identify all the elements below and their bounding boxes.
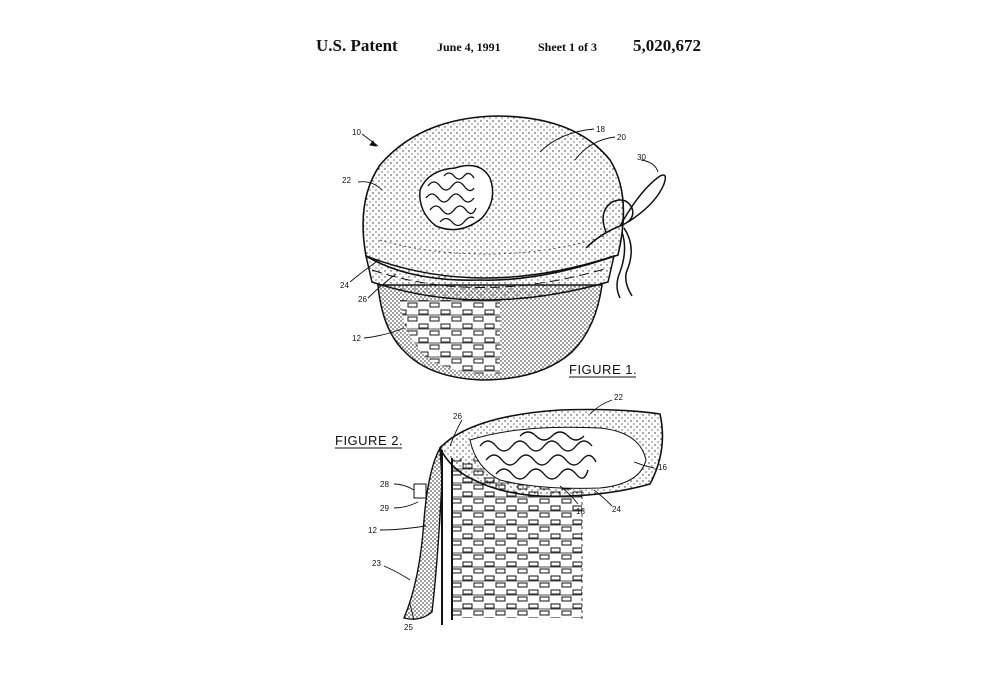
ref-22: 22 bbox=[614, 393, 623, 402]
ref-18: 18 bbox=[596, 125, 605, 134]
figure-1-caption: FIGURE 1. bbox=[569, 362, 638, 377]
patent-title: U.S. Patent bbox=[316, 36, 398, 55]
sheet-indicator: Sheet 1 of 3 bbox=[538, 40, 597, 54]
fastener bbox=[414, 484, 426, 498]
ref-18: 18 bbox=[576, 507, 585, 516]
ref-22: 22 bbox=[342, 176, 351, 185]
ref-29: 29 bbox=[380, 504, 389, 513]
ref-30: 30 bbox=[637, 153, 646, 162]
cover-cloth bbox=[363, 116, 623, 280]
ref-20: 20 bbox=[617, 133, 626, 142]
ref-28: 28 bbox=[380, 480, 389, 489]
figure-2-drawing bbox=[335, 393, 667, 632]
ref-26: 26 bbox=[358, 295, 367, 304]
ref-24: 24 bbox=[340, 281, 349, 290]
ref-16: 16 bbox=[658, 463, 667, 472]
ref-26: 26 bbox=[453, 412, 462, 421]
ref-25: 25 bbox=[404, 623, 413, 632]
patent-number: 5,020,672 bbox=[633, 36, 701, 55]
figure-1-drawing bbox=[340, 116, 665, 380]
ref-12: 12 bbox=[368, 526, 377, 535]
patent-date: June 4, 1991 bbox=[437, 40, 501, 54]
ref-12: 12 bbox=[352, 334, 361, 343]
ref-10: 10 bbox=[352, 128, 361, 137]
ref-24: 24 bbox=[612, 505, 621, 514]
ref-23: 23 bbox=[372, 559, 381, 568]
figure-2-caption: FIGURE 2. bbox=[335, 433, 404, 448]
hanging-drape bbox=[404, 448, 442, 619]
